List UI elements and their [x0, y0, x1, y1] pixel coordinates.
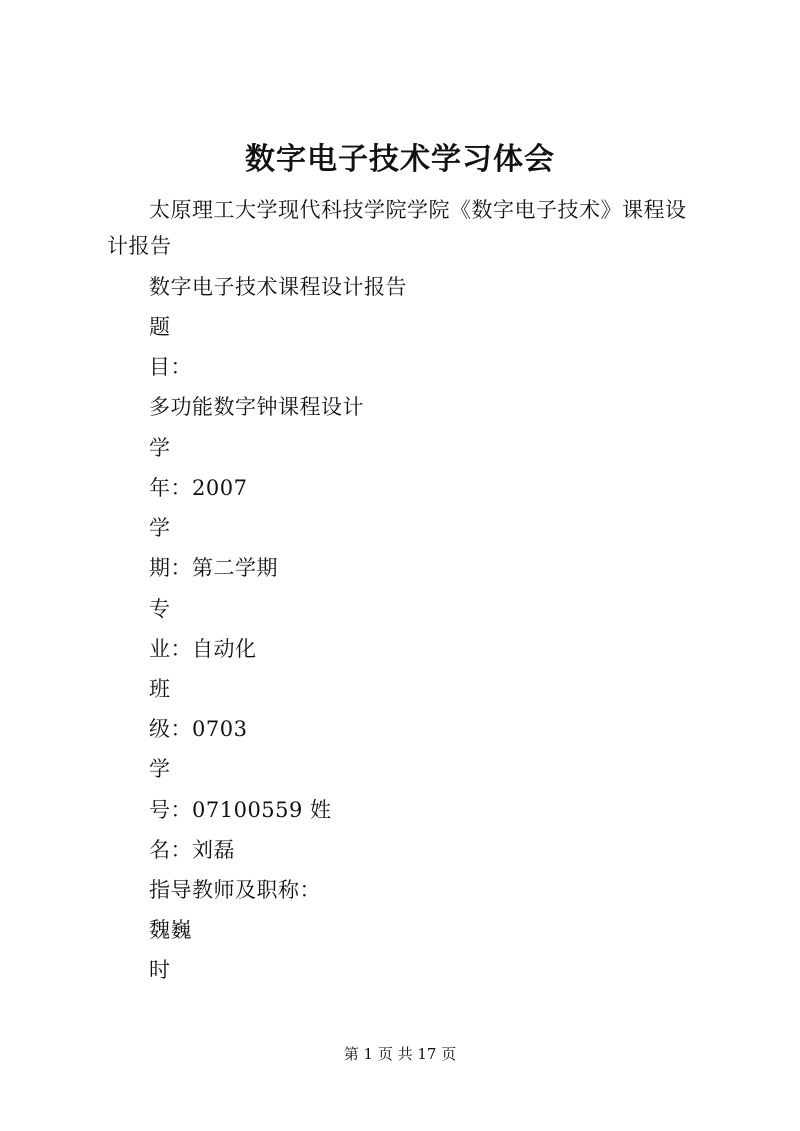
title-label-part2: 目：: [149, 355, 192, 379]
time-label-part1: 时: [149, 958, 171, 982]
semester-label-part1: 学: [149, 516, 171, 540]
intro-paragraph: 太原理工大学现代科技学院学院《数字电子技术》课程设计报告: [107, 198, 687, 258]
semester-value: 期：第二学期: [149, 556, 278, 580]
advisor-name: 魏巍: [149, 918, 192, 942]
class-value: 级：0703: [149, 717, 248, 741]
year-value: 年：2007: [149, 476, 248, 500]
page-footer: 第 1 页 共 17 页: [343, 1045, 457, 1063]
year-label-part1: 学: [149, 436, 171, 460]
title-label-part1: 题: [149, 315, 171, 339]
report-heading: 数字电子技术课程设计报告: [149, 275, 407, 299]
class-label-part1: 班: [149, 677, 171, 701]
student-id-value: 号：07100559 姓: [149, 798, 332, 822]
project-title: 多功能数字钟课程设计: [149, 395, 364, 419]
advisor-label: 指导教师及职称：: [149, 878, 321, 902]
student-id-label-part1: 学: [149, 757, 171, 781]
page-title: 数字电子技术学习体会: [245, 142, 555, 177]
major-value: 业：自动化: [149, 637, 257, 661]
major-label-part1: 专: [149, 597, 171, 621]
name-value: 名：刘磊: [149, 838, 235, 862]
